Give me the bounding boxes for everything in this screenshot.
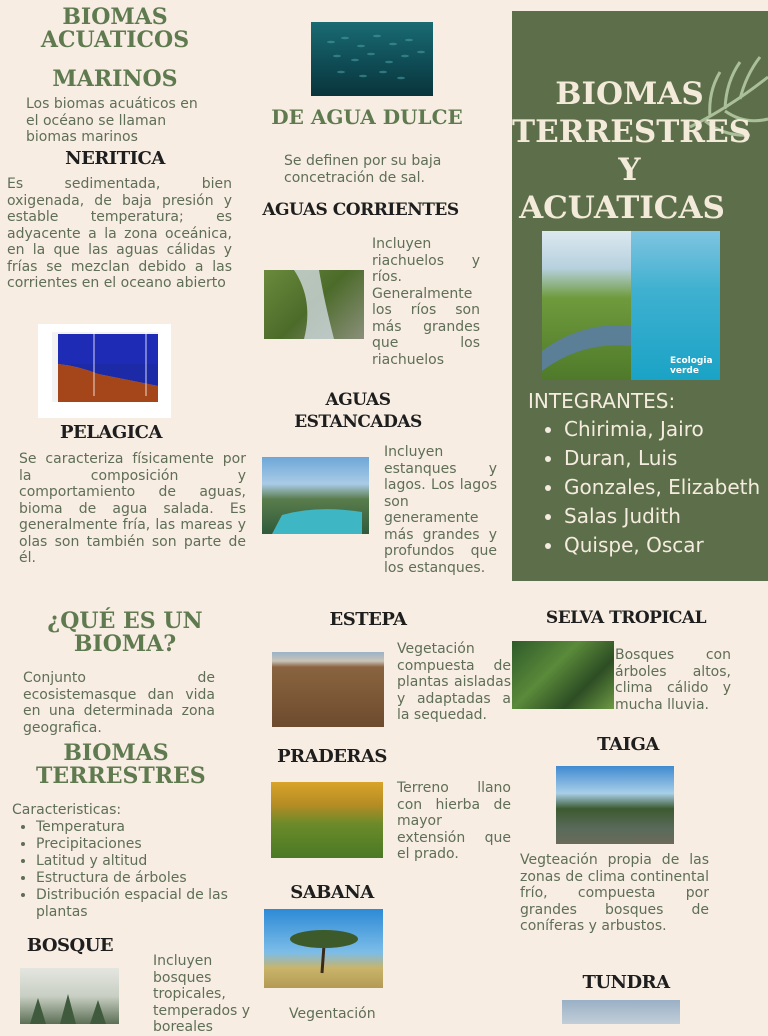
sabana-text: Vegentación [289, 1006, 376, 1022]
jungle-image [512, 641, 614, 709]
estancadas-text: Incluyen estanques y lagos. Los lagos son generamente más grandes y profundos que los estanques. [384, 444, 497, 576]
prairie-image [271, 782, 383, 858]
cover-panel [512, 11, 768, 581]
caracteristicas-label: Caracteristicas: [12, 802, 122, 818]
selva-title: SELVA TROPICAL [545, 608, 707, 628]
lake-image [262, 457, 369, 534]
integrantes-section [528, 389, 760, 560]
corrientes-text: Incluyen riachuelos y ríos. Generalmente los ríos son más grandes que los riachuelos [372, 236, 480, 368]
integrantes-label: INTEGRANTES: [528, 389, 676, 413]
panel-title-line4: ACUATICAS [519, 190, 725, 226]
tundra-image [562, 1000, 680, 1024]
tundra-title: TUNDRA [582, 972, 670, 993]
member-item: • Gonzales, Elizabeth [564, 473, 760, 502]
que-es-title: ¿QUÉ ES UN BIOMA? [47, 608, 203, 658]
sabana-title: SABANA [290, 882, 374, 903]
caracteristica-item: • Precipitaciones [36, 836, 256, 853]
ocean-zones-diagram [38, 324, 171, 418]
dulce-title: DE AGUA DULCE [271, 105, 463, 129]
neritica-text: Es sedimentada, bien oxigenada, de baja presión y estable temperatura; es adyacente a la zona oceánica, en la que las aguas cálidas y frías se mezclan debido a las corrientes en el oceano abierto [7, 176, 232, 291]
praderas-text: Terreno llano con hierba de mayor extensión que el prado. [397, 780, 511, 862]
panel-title-line1: BIOMAS [555, 76, 704, 112]
panel-title-line2: TERRESTRES [512, 114, 752, 150]
caracteristicas-list [12, 819, 256, 921]
steppe-image [272, 652, 384, 727]
pelagica-text: Se caracteriza físicamente por la composición y comportamiento de aguas, bioma de agua salada. Es generalmente fría, las mareas y olas son también son parte de él. [19, 451, 246, 566]
bosque-text: Incluyen bosques tropicales, temperados y boreales [153, 953, 251, 1035]
land-water-image [542, 231, 720, 380]
taiga-text: Vegteación propia de las zonas de clima continental frío, compuesta por grandes bosques de coníferas y arbustos. [520, 852, 709, 934]
stream-image [264, 270, 364, 339]
member-item: • Chirimia, Jairo [564, 415, 760, 444]
bosque-title: BOSQUE [26, 935, 114, 956]
corrientes-title: AGUAS CORRIENTES [262, 200, 459, 220]
estepa-title: ESTEPA [329, 609, 407, 630]
member-item: • Salas Judith [564, 502, 760, 531]
estepa-text: Vegetación compuesta de plantas aisladas y adaptadas a la sequedad. [397, 641, 511, 723]
ecologia-verde-logo: Ecologia verde [670, 356, 713, 376]
panel-title-line3: Y [618, 152, 641, 188]
member-item: • Duran, Luis [564, 444, 760, 473]
estancadas-title: AGUAS ESTANCADAS [294, 390, 422, 432]
forest-image [20, 968, 119, 1024]
pelagica-title: PELAGICA [60, 422, 162, 443]
acuaticos-title: BIOMAS ACUATICOS [40, 4, 190, 54]
savanna-image [264, 909, 383, 988]
caracteristica-item: • Temperatura [36, 819, 256, 836]
terrestres-title: BIOMAS TERRESTRES [36, 740, 206, 790]
taiga-title: TAIGA [597, 734, 659, 755]
taiga-image [556, 766, 674, 844]
members-list [528, 415, 760, 560]
marinos-text: Los biomas acuáticos en el océano se llaman biomas marinos [26, 96, 198, 145]
marinos-title: MARINOS [52, 66, 178, 92]
neritica-title: NERITICA [65, 148, 165, 169]
praderas-title: PRADERAS [277, 746, 387, 767]
selva-text: Bosques con árboles altos, clima cálido y mucha lluvia. [615, 647, 731, 713]
fish-school-image [311, 22, 433, 96]
que-es-text: Conjunto de ecosistemasque dan vida en una determinada zona geografica. [23, 670, 215, 736]
dulce-text: Se definen por su baja concetración de sal. [284, 153, 442, 186]
caracteristica-item: • Estructura de árboles [36, 870, 256, 887]
caracteristica-item: • Distribución espacial de las plantas [36, 887, 256, 921]
caracteristica-item: • Latitud y altitud [36, 853, 256, 870]
member-item: • Quispe, Oscar [564, 531, 760, 560]
